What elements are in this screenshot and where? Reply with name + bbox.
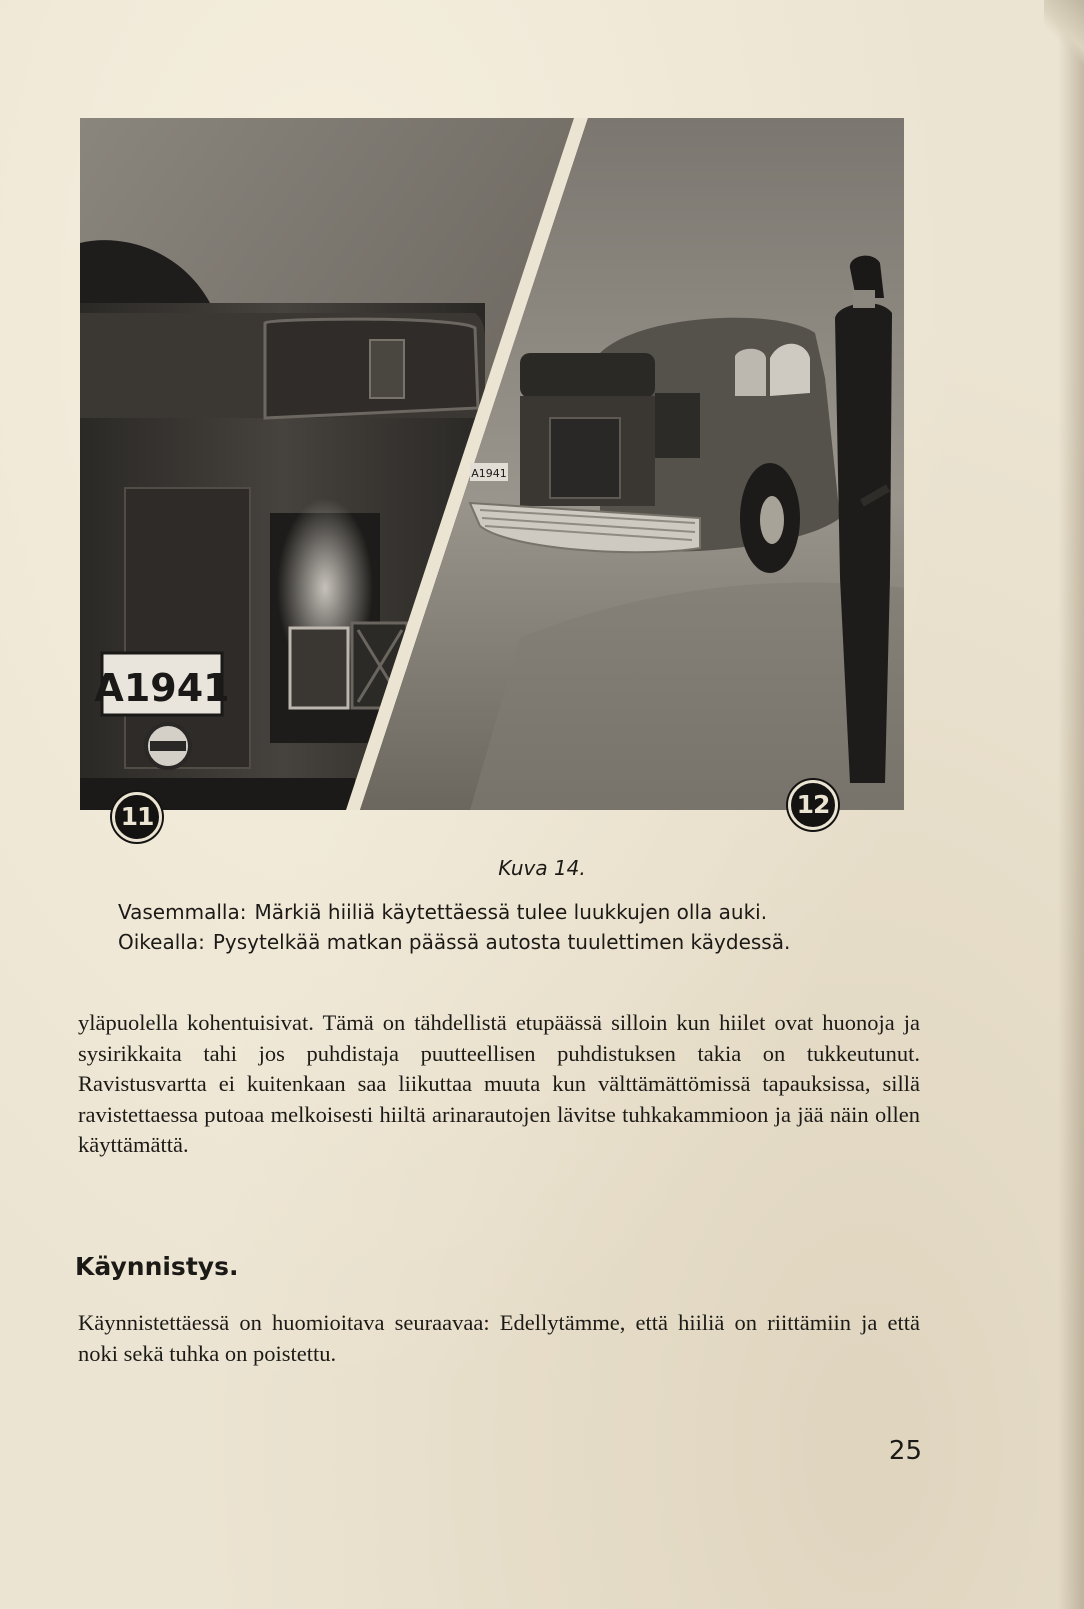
caption-text-left: Märkiä hiiliä käytettäessä tulee luukkujen olla auki. [254,900,768,924]
figure-caption-title: Kuva 14. [498,856,586,880]
section-heading: Käynnistys. [75,1252,239,1281]
caption-tag-left: Vasemmalla: [118,900,247,924]
panel-number-badge-left: 11 [112,792,162,842]
page-edge-shadow [1058,0,1084,1609]
section-paragraph: Käynnistettäessä on huomioitava seuraavaa: Edellytämme, että hiiliä on riittämiin ja että noki sekä tuhka on poistettu. [78,1310,920,1366]
panel-number-badge-right: 12 [788,780,838,830]
body-paragraph: yläpuolella kohentuisivat. Tämä on tähdellistä etupäässä silloin kun hiilet ovat huonoja ja sysirikkaita tahi jos puhdistaja puutteellisen puhdistuksen takia on tukkeutunut. Ravistusvartta ei kuitenkaan saa liikuttaa muuta kun välttämättömissä tapauksissa, sillä ravistettaessa putoaa melkoisesti hiiltä arinarautojen lävitse tuhkakammioon ja jää näin ollen käyttämättä. [78,1010,920,1157]
figure-photo-illustration [80,118,904,810]
figure-caption-line-right [118,930,790,954]
caption-text-right: Pysytelkää matkan päässä autosta tuulettimen käydessä. [212,930,791,954]
figure-caption-line-left [118,900,767,924]
figure-photograph [80,118,904,810]
license-plate-left: A1941 [94,666,230,710]
license-plate-right: A1941 [471,467,507,480]
page-corner-curl [1044,0,1084,70]
page-number: 25 [888,1436,922,1466]
caption-tag-right: Oikealla: [118,930,205,954]
